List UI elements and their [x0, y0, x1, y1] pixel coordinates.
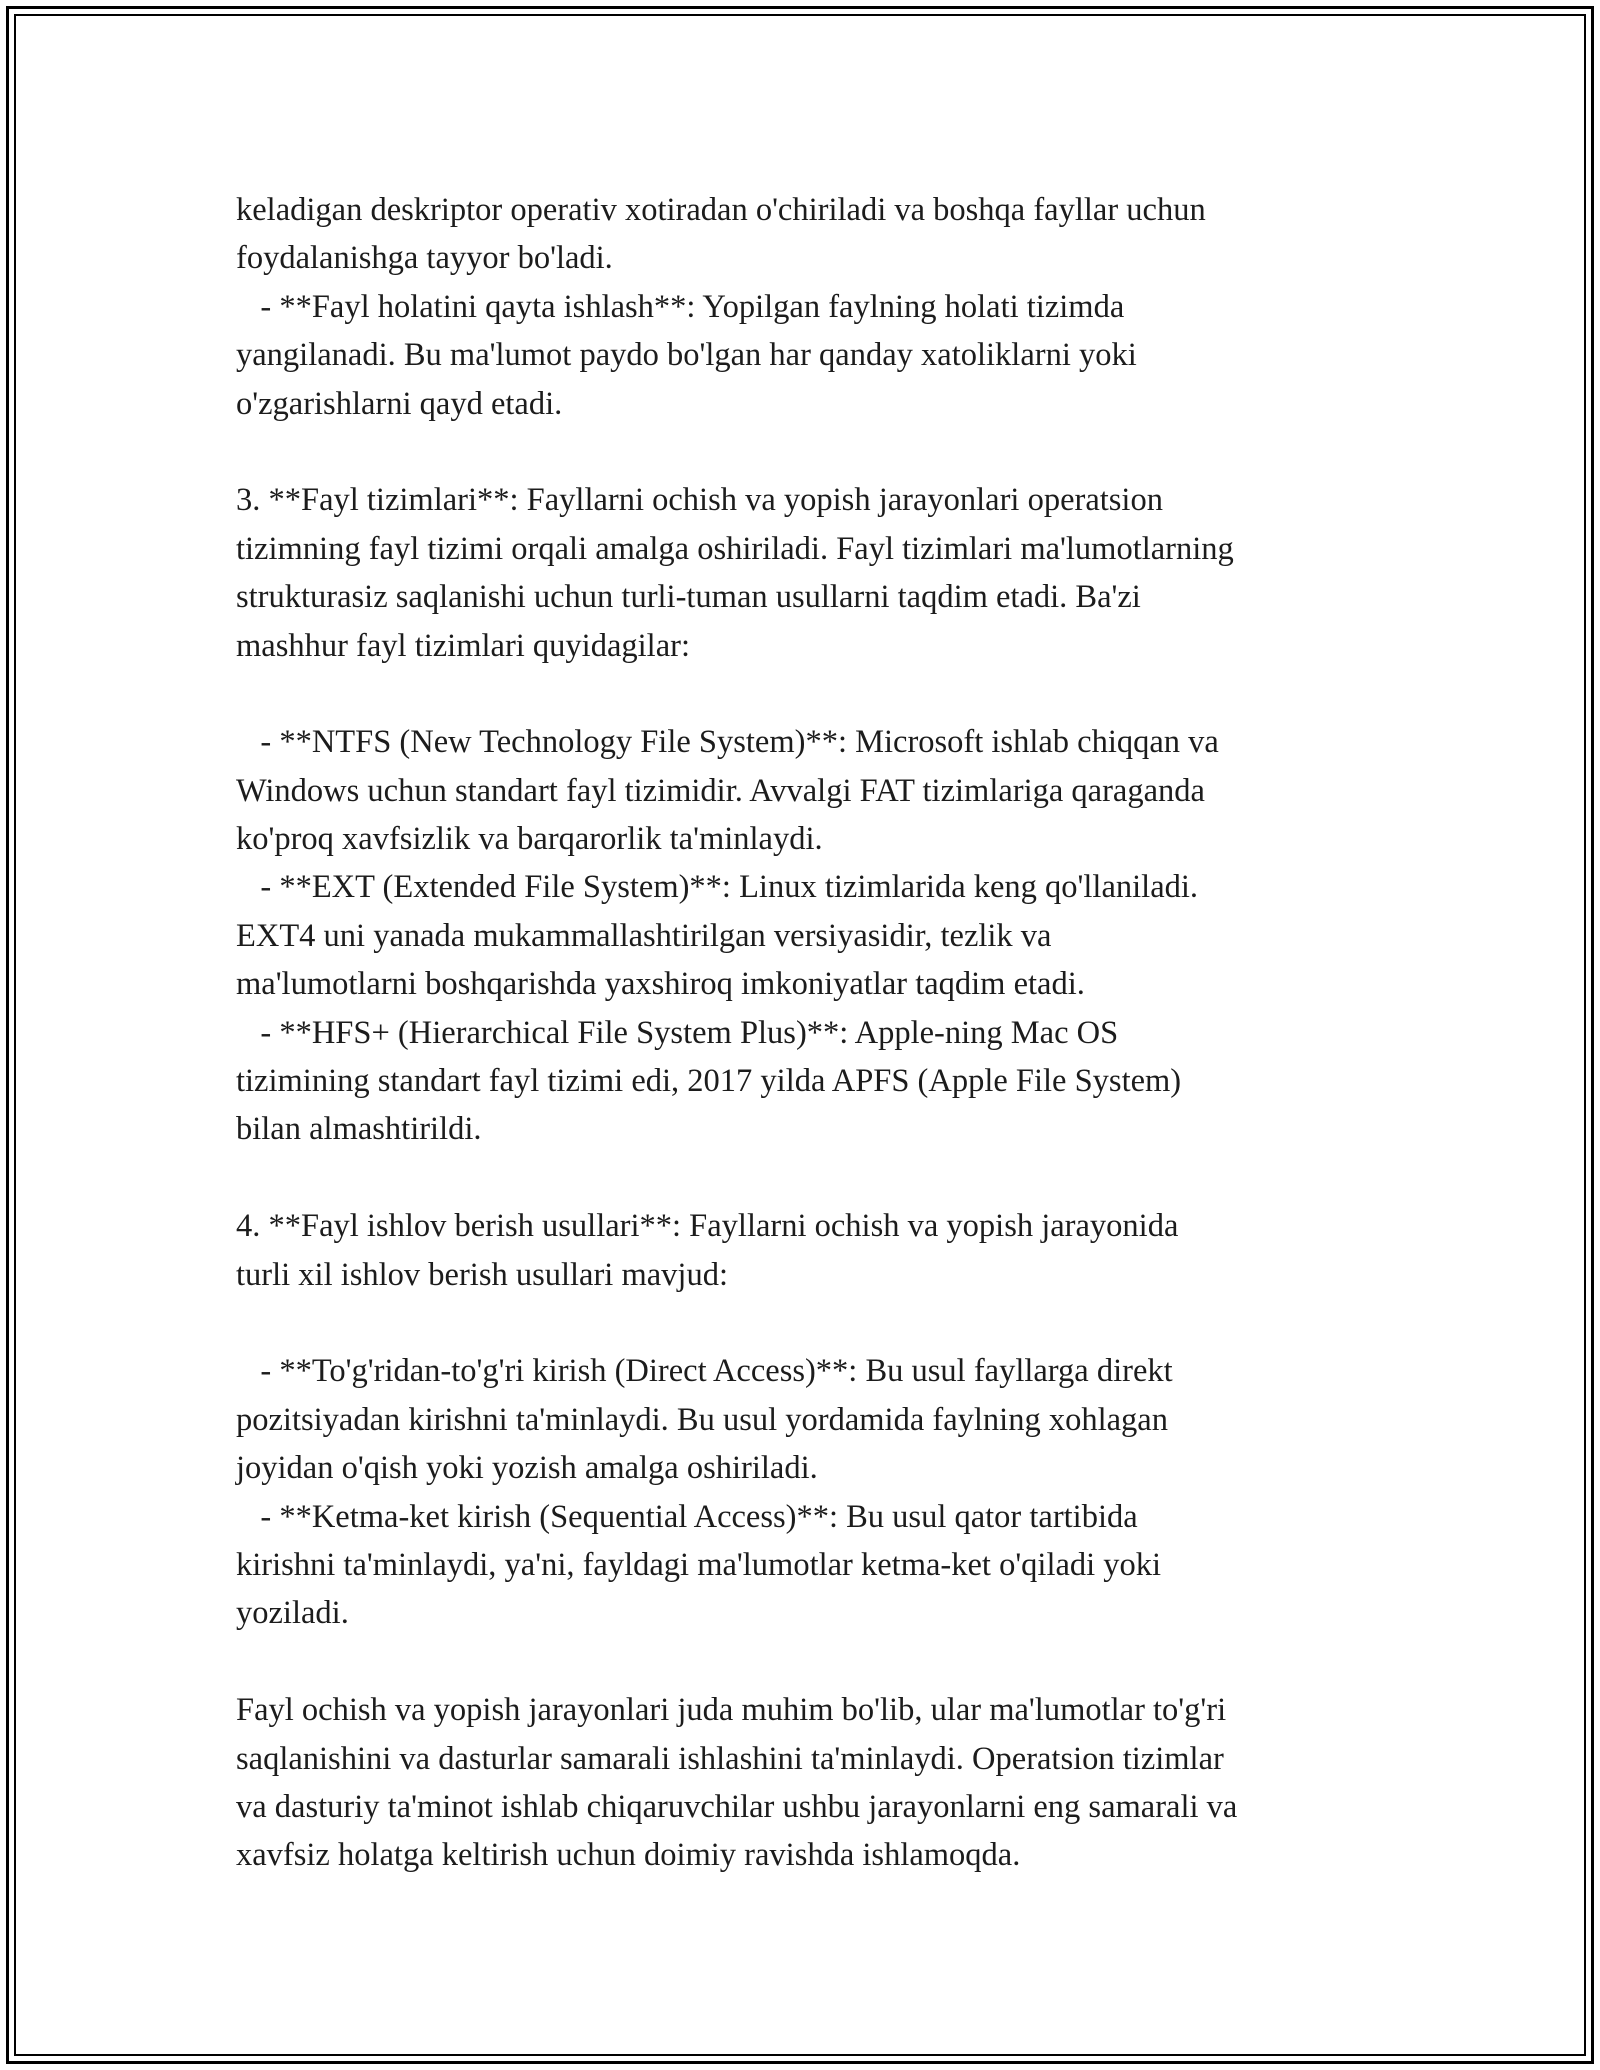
text-line: - **HFS+ (Hierarchical File System Plus)**: Apple-ning Mac OS — [236, 1014, 1119, 1051]
paragraph-ext — [236, 863, 1396, 1008]
text-line: 4. **Fayl ishlov berish usullari**: Fayllarni ochish va yopish jarayonida — [236, 1208, 1179, 1245]
paragraph-descriptor-release — [236, 186, 1396, 283]
paragraph-ntfs — [236, 718, 1396, 863]
text-line: pozitsiyadan kirishni ta'minlaydi. Bu usul yordamida faylning xohlagan — [236, 1401, 1168, 1438]
text-line: o'zgarishlarni qayd etadi. — [236, 385, 563, 422]
paragraph-hfs — [236, 1009, 1396, 1154]
text-line: Windows uchun standart fayl tizimidir. Avvalgi FAT tizimlariga qaraganda — [236, 772, 1205, 809]
text-line: - **EXT (Extended File System)**: Linux tizimlarida keng qo'llaniladi. — [236, 869, 1199, 906]
text-line: ma'lumotlarni boshqarishda yaxshiroq imkoniyatlar taqdim etadi. — [236, 966, 1085, 1003]
text-line: keladigan deskriptor operativ xotiradan o'chiriladi va boshqa fayllar uchun — [236, 192, 1206, 228]
text-line: tizimining standart fayl tizimi edi, 2017 yilda APFS (Apple File System) — [236, 1063, 1182, 1100]
text-line: yangilanadi. Bu ma'lumot paydo bo'lgan har qanday xatoliklarni yoki — [236, 337, 1137, 374]
text-line: xavfsiz holatga keltirish uchun doimiy ravishda ishlamoqda. — [236, 1837, 1021, 1874]
blank-line — [236, 1638, 1396, 1686]
text-line: va dasturiy ta'minot ishlab chiqaruvchilar ushbu jarayonlarni eng samarali va — [236, 1788, 1238, 1825]
blank-line — [236, 1154, 1396, 1202]
paragraph-sequential-access — [236, 1493, 1396, 1638]
blank-line — [236, 1299, 1396, 1347]
text-line: bilan almashtirildi. — [236, 1111, 482, 1148]
blank-line — [236, 428, 1396, 476]
text-line: saqlanishini va dasturlar samarali ishlashini ta'minlaydi. Operatsion tizimlar — [236, 1740, 1224, 1777]
text-line: Fayl ochish va yopish jarayonlari juda muhim bo'lib, ular ma'lumotlar to'g'ri — [236, 1692, 1227, 1729]
text-line: mashhur fayl tizimlari quyidagilar: — [236, 627, 690, 664]
text-line: - **Ketma-ket kirish (Sequential Access)**: Bu usul qator tartibida — [236, 1498, 1138, 1535]
paragraph-direct-access — [236, 1347, 1396, 1492]
text-line: tizimning fayl tizimi orqali amalga oshiriladi. Fayl tizimlari ma'lumotlarning — [236, 530, 1234, 567]
text-line: 3. **Fayl tizimlari**: Fayllarni ochish va yopish jarayonlari operatsion — [236, 482, 1163, 519]
text-line: - **Fayl holatini qayta ishlash**: Yopilgan faylning holati tizimda — [236, 288, 1125, 325]
text-line: yoziladi. — [236, 1595, 349, 1632]
text-line: turli xil ishlov berish usullari mavjud: — [236, 1256, 728, 1293]
text-line: strukturasiz saqlanishi uchun turli-tuman usullarni taqdim etadi. Ba'zi — [236, 579, 1141, 616]
text-line: kirishni ta'minlaydi, ya'ni, fayldagi ma'lumotlar ketma-ket o'qiladi yoki — [236, 1546, 1162, 1583]
text-line: joyidan o'qish yoki yozish amalga oshiriladi. — [236, 1450, 818, 1487]
text-line: EXT4 uni yanada mukammallashtirilgan versiyasidir, tezlik va — [236, 917, 1052, 954]
paragraph-processing-methods — [236, 1202, 1396, 1299]
text-line: ko'proq xavfsizlik va barqarorlik ta'minlaydi. — [236, 821, 823, 858]
text-line: - **To'g'ridan-to'g'ri kirish (Direct Access)**: Bu usul fayllarga direkt — [236, 1353, 1173, 1390]
paragraph-file-state — [236, 283, 1396, 428]
paragraph-file-systems — [236, 476, 1396, 670]
blank-line — [236, 670, 1396, 718]
text-line: foydalanishga tayyor bo'ladi. — [236, 240, 613, 277]
document-body — [236, 186, 1396, 1880]
text-line: - **NTFS (New Technology File System)**: Microsoft ishlab chiqqan va — [236, 724, 1219, 761]
paragraph-conclusion — [236, 1686, 1396, 1880]
